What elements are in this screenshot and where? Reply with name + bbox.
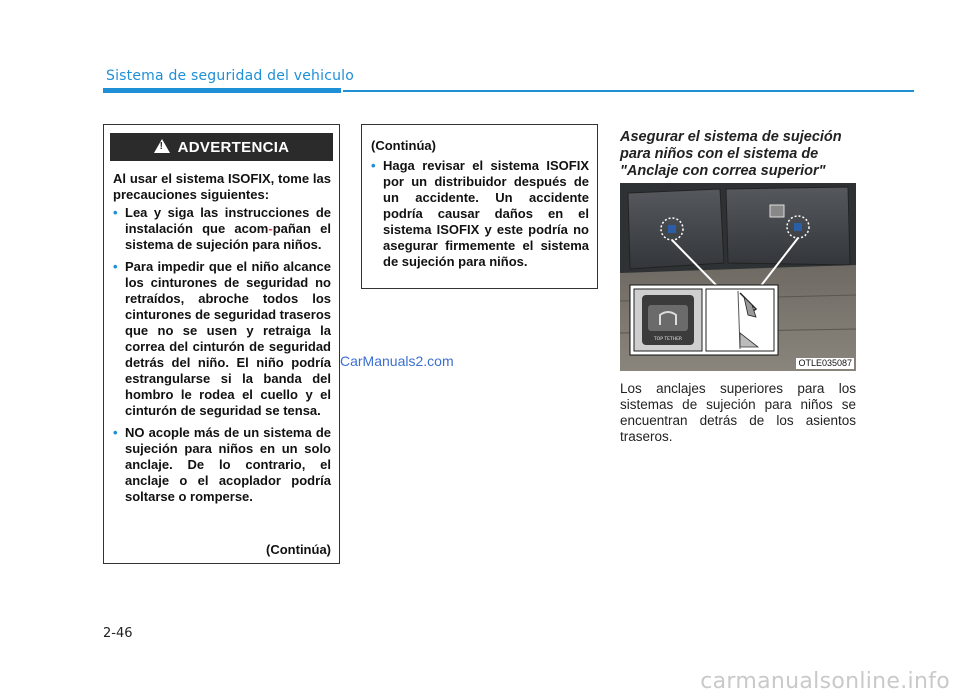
warning-triangle-icon <box>154 139 170 153</box>
bullet-dot-icon: • <box>113 259 118 274</box>
header-accent-bar <box>103 88 341 93</box>
header-rule <box>343 90 914 92</box>
seat-latch-icon <box>770 205 784 217</box>
warning-bullet-1-text-a: Lea y siga las instrucciones de instalación que acom <box>125 205 331 236</box>
tether-cover-label: TOP TETHER <box>653 337 683 342</box>
top-tether-photo <box>620 183 856 371</box>
warning-banner-label: ADVERTENCIA <box>177 138 290 156</box>
warning-bullet-3-text: NO acople más de un sistema de sujeción para niños en un solo anclaje. De lo contrario, el anclaje o el acoplador podría soltarse o romperse. <box>125 425 331 504</box>
continued-bullet-1-text: Haga revisar el sistema ISOFIX por un distribuidor después de un accidente. Un accidente podría causar daños en el sistema ISOFIX y este podría no asegurar firmemente el sistema de sujeción para niños. <box>383 158 589 269</box>
section-heading: Asegurar el sistema de sujeción para niños con el sistema de "Anclaje con correa superior" <box>620 129 842 179</box>
bullet-dot-icon: • <box>113 205 118 220</box>
continued-label: (Continúa) <box>266 542 331 557</box>
warning-banner <box>110 133 333 161</box>
warning-bullet-list <box>113 205 331 511</box>
continued-bullet-list <box>371 158 589 276</box>
site-watermark[interactable]: CarManuals2.com <box>340 353 454 369</box>
continued-bullet-1 <box>371 158 589 270</box>
section-body: Los anclajes superiores para los sistemas de sujeción para niños se encuentran detrás de los asientos traseros. <box>620 381 856 444</box>
footer-watermark[interactable]: carmanualsonline.info <box>700 669 950 694</box>
warning-bullet-3 <box>113 425 331 505</box>
continued-box <box>361 124 598 289</box>
anchor-left-icon <box>668 225 676 233</box>
warning-bullet-2 <box>113 259 331 419</box>
bullet-dot-icon: • <box>371 158 376 173</box>
warning-bullet-2-text: Para impedir que el niño alcance los cinturones de seguridad no retraídos, abroche todos los cinturones de seguridad traseros que no se usen y retraiga la correa del cinturón de seguridad detrás del niño. El niño podría estrangularse si la banda del hombro le rodea el cuello y el cinturón de seguridad se tensa. <box>125 259 331 418</box>
warning-box <box>103 124 340 564</box>
warning-bullet-1 <box>113 205 331 253</box>
section-title: Sistema de seguridad del vehiculo <box>106 68 355 84</box>
hyphen-mark: - <box>268 221 273 236</box>
seatback-right <box>726 187 850 265</box>
anchor-right-icon <box>794 223 802 231</box>
cargo-area-illustration <box>620 183 856 371</box>
warning-bullet-1-text-b: pañan el sistema de sujeción para niños. <box>125 221 331 252</box>
continued-title: (Continúa) <box>371 138 436 153</box>
warning-intro: Al usar el sistema ISOFIX, tome las precauciones siguientes: <box>113 171 331 202</box>
page-number: 2-46 <box>103 626 133 641</box>
image-caption: OTLE035087 <box>798 358 852 368</box>
bullet-dot-icon: • <box>113 425 118 440</box>
